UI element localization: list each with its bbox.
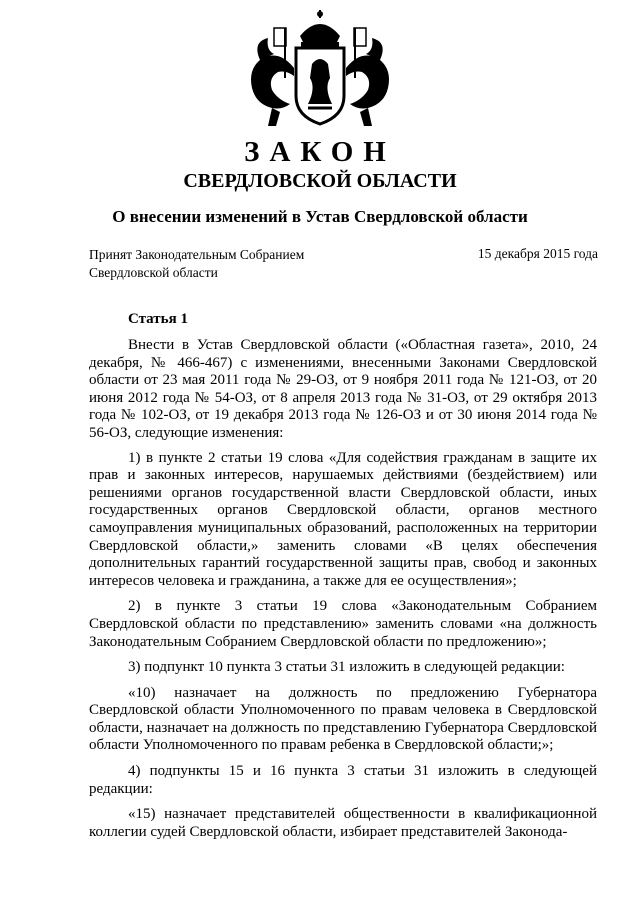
paragraph: Внести в Устав Свердловской области («Областная газета», 2010, 24 декабря, № 466-467) с изменениями, внесенными Законами Свердловской области от 23 мая 2011 года № 29-ОЗ, от 9 ноября 2011 года № 121-ОЗ, от 20 июня 2012 года № 54-ОЗ, от 8 апреля 2013 года № 31-ОЗ, от 29 октября 2013 года № 102-ОЗ, от 19 декабря 2013 года № 126-ОЗ и от 30 июня 2014 года № 56-ОЗ, следующие изменения: [89, 337, 597, 441]
paragraph: 3) подпункт 10 пункта 3 статьи 31 изложить в следующей редакции: [128, 659, 565, 676]
document-heading: О внесении изменений в Устав Свердловской области [112, 207, 528, 226]
adoption-note [89, 246, 304, 282]
region-subtitle: СВЕРДЛОВСКОЙ ОБЛАСТИ [183, 170, 457, 192]
paragraph: 2) в пункте 3 статьи 19 слова «Законодательным Собранием Свердловской области по представлению» заменить словами «на должность Законодательным Собранием Свердловской области по предложению»; [89, 598, 597, 650]
article-title: Статья 1 [128, 311, 188, 327]
adoption-line-1: Принят Законодательным Собранием [89, 247, 305, 262]
adoption-date: 15 декабря 2015 года [477, 246, 598, 261]
law-title: ЗАКОН [244, 136, 396, 168]
paragraph: 4) подпункты 15 и 16 пункта 3 статьи 31 изложить в следующей редакции: [89, 763, 597, 797]
paragraph: 1) в пункте 2 статьи 19 слова «Для содействия гражданам в защите их прав и законных интересов, нарушаемых действиями (бездействием) или решениями органов государственной власти Свердловской области, иных государственных органов Свердловской области, органов местного самоуправления муниципальных образований, расположенных на территории Свердловской области,» заменить словами «В целях обеспечения дополнительных гарантий государственной защиты прав, свобод и законных интересов человека и гражданина, а также для ее осуществления»; [89, 449, 597, 589]
adoption-line-2: Свердловской области [89, 265, 218, 280]
coat-of-arms-emblem [238, 8, 402, 128]
paragraph: «15) назначает представителей общественности в квалификационной коллегии судей Свердловской области, избирает представителей Законода- [89, 806, 597, 840]
paragraph: «10) назначает на должность по предложению Губернатора Свердловской области Уполномоченного по правам человека в Свердловской области, назначает на должность по представлению Губернатора Свердловской области Уполномоченного по правам ребенка в Свердловской области;»; [89, 684, 597, 754]
article-body [89, 337, 597, 849]
